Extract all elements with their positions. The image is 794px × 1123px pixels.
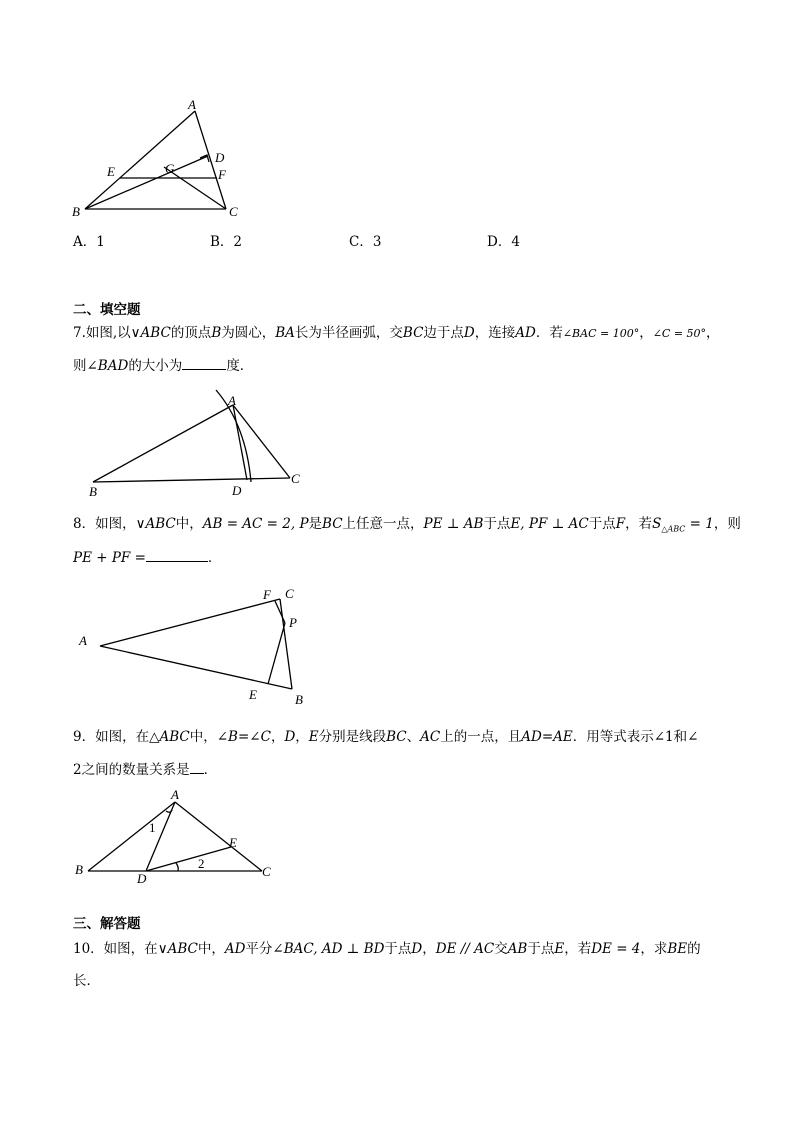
fig7-label-d: D [232,483,242,498]
fig7-label-c: C [291,471,300,486]
q7-line1: 7.如图,以∨ABC的顶点B为圆心，BA长为半径画弧，交BC边于点D，连接AD．若∠BAC = 100°，∠C = 50°， [73,325,720,341]
fig9-label-a: A [171,787,179,802]
fig8-label-p: P [289,615,297,630]
fig8-label-f: F [263,587,271,602]
fig9-label-b: B [75,862,83,877]
choice-c[interactable]: C．3 [349,234,382,250]
q8-line2: PE + PF = ． [73,547,221,568]
fig6-label-g: G [165,161,175,176]
fig8-label-b: B [295,692,303,707]
fig7-label-b: B [89,484,97,499]
fig9-angle-2: 2 [198,856,205,871]
q10-line2: 长． [73,973,100,989]
fig9-angle-1: 1 [149,820,156,835]
choice-b[interactable]: B．2 [210,234,243,250]
section-heading-fill-blank: 二、填空题 [73,302,141,318]
q9-answer-blank[interactable] [190,759,204,774]
fig6-label-e: E [107,164,115,179]
figure-q9 [72,785,287,885]
q9-line1: 9．如图，在△ABC中，∠B=∠C，D，E分别是线段BC、AC上的一点，且AD=AE．用等式表示∠1和∠ [73,729,699,745]
fig6-label-f: F [218,167,226,182]
fig6-label-b: B [72,204,80,219]
figure-q8 [75,583,315,713]
fig6-label-d: D [215,150,225,165]
fig8-label-e: E [249,687,257,702]
q7-line2: 则∠BAD的大小为 度． [73,355,253,376]
section-heading-solve: 三、解答题 [73,916,141,932]
fig8-label-c: C [285,586,294,601]
fig9-label-c: C [262,864,271,879]
figure-q6 [60,95,250,225]
q10-line1: 10．如图，在∨ABC中，AD平分∠BAC, AD ⊥ BD于点D，DE // AC交AB于点E，若DE = 4，求BE的 [73,941,701,957]
fig9-label-d: D [137,871,147,885]
fig9-label-e: E [229,835,237,850]
q8-line1: 8．如图，∨ABC中，AB = AC = 2, P是BC上任意一点，PE ⊥ AB于点E, PF ⊥ AC于点F，若$S_{\triangle ABC} = 1$，则 [73,516,741,534]
choice-d[interactable]: D．4 [487,234,520,250]
fig7-label-a: A [228,393,236,408]
fig6-label-c: C [229,204,238,219]
fig6-label-a: A [188,97,196,112]
choice-a[interactable]: A．1 [73,234,105,250]
q7-answer-blank[interactable] [182,355,226,370]
fig8-label-a: A [79,633,87,648]
figure-q7 [85,385,315,500]
q8-answer-blank[interactable] [146,547,208,562]
q9-line2: 2之间的数量关系是 ． [73,759,217,780]
